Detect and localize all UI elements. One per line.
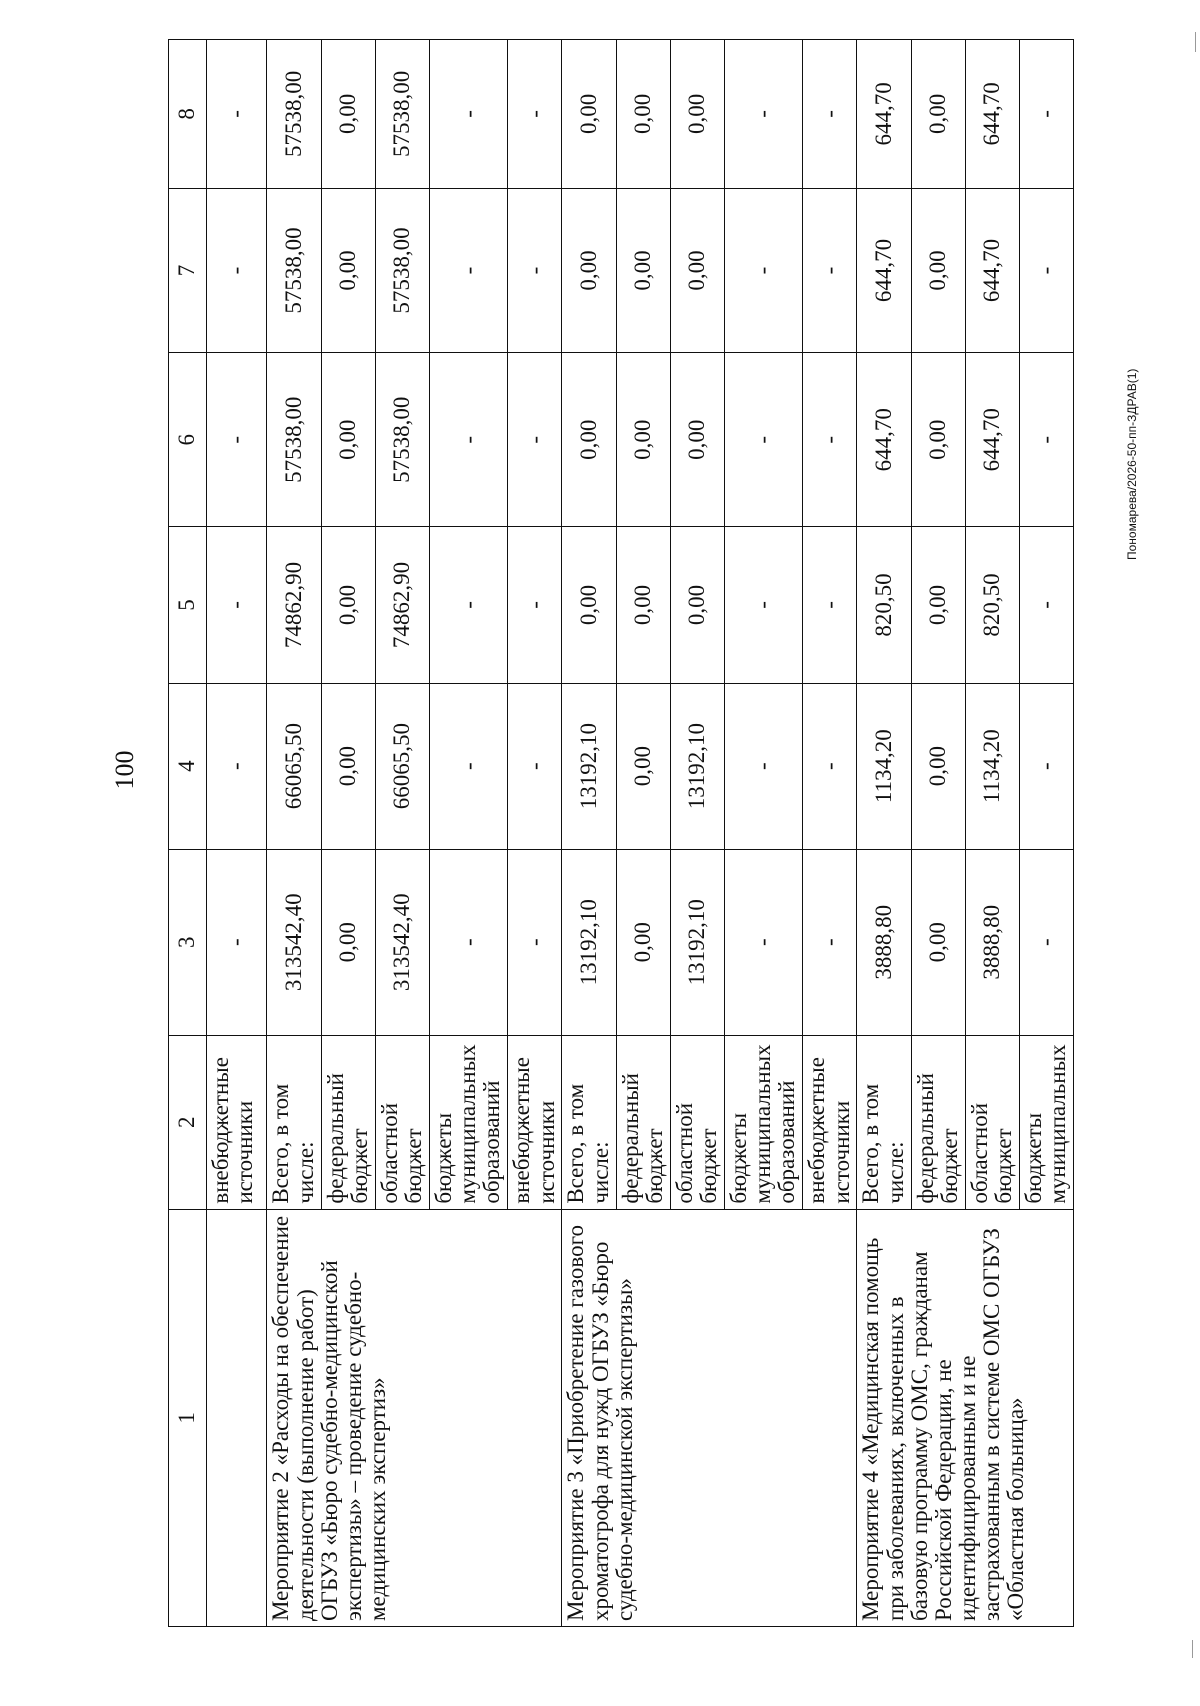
column-header: 8: [169, 40, 207, 189]
amount-cell: 3888,80: [857, 849, 911, 1035]
amount-cell: 66065,50: [375, 683, 429, 849]
amount-cell: -: [429, 40, 508, 189]
funding-source-cell: Всего, в том числе:: [267, 1035, 321, 1209]
amount-cell: 0,00: [911, 849, 965, 1035]
amount-cell: -: [1019, 683, 1073, 849]
amount-cell: 0,00: [670, 188, 724, 353]
funding-source-cell: внебюджетные источники: [206, 1035, 267, 1209]
amount-cell: 313542,40: [375, 849, 429, 1035]
amount-cell: 0,00: [321, 188, 375, 353]
amount-cell: 57538,00: [267, 353, 321, 527]
amount-cell: 0,00: [911, 40, 965, 189]
amount-cell: -: [1019, 188, 1073, 353]
funding-source-cell: федеральный бюджет: [911, 1035, 965, 1209]
amount-cell: 57538,00: [375, 353, 429, 527]
amount-cell: -: [803, 353, 857, 527]
amount-cell: -: [1019, 527, 1073, 684]
amount-cell: 13192,10: [670, 849, 724, 1035]
funding-source-cell: федеральный бюджет: [321, 1035, 375, 1209]
funding-source-cell: областной бюджет: [375, 1035, 429, 1209]
column-header: 3: [169, 849, 207, 1035]
amount-cell: 1134,20: [965, 683, 1019, 849]
funding-source-cell: областной бюджет: [670, 1035, 724, 1209]
amount-cell: 1134,20: [857, 683, 911, 849]
amount-cell: 57538,00: [267, 40, 321, 189]
funding-source-cell: бюджеты муниципальных образований: [724, 1035, 803, 1209]
amount-cell: 57538,00: [375, 188, 429, 353]
budget-table: [168, 39, 1074, 1627]
amount-cell: 66065,50: [267, 683, 321, 849]
amount-cell: -: [803, 683, 857, 849]
amount-cell: -: [724, 188, 803, 353]
budget-table-container: [168, 39, 1074, 1627]
amount-cell: 0,00: [911, 188, 965, 353]
amount-cell: -: [724, 527, 803, 684]
header-row: [169, 40, 207, 1627]
amount-cell: 13192,10: [562, 683, 616, 849]
amount-cell: 0,00: [616, 40, 670, 189]
amount-cell: 644,70: [965, 353, 1019, 527]
amount-cell: -: [508, 849, 562, 1035]
funding-source-cell: Всего, в том числе:: [857, 1035, 911, 1209]
amount-cell: -: [1019, 353, 1073, 527]
amount-cell: 0,00: [670, 527, 724, 684]
amount-cell: -: [429, 527, 508, 684]
scan-mark: [1195, 32, 1196, 52]
amount-cell: -: [1019, 40, 1073, 189]
amount-cell: -: [206, 683, 267, 849]
amount-cell: 0,00: [321, 527, 375, 684]
funding-source-cell: Всего, в том числе:: [562, 1035, 616, 1209]
amount-cell: -: [508, 188, 562, 353]
amount-cell: -: [724, 353, 803, 527]
amount-cell: -: [724, 40, 803, 189]
column-header: 7: [169, 188, 207, 353]
amount-cell: 74862,90: [375, 527, 429, 684]
amount-cell: -: [508, 683, 562, 849]
amount-cell: 0,00: [616, 849, 670, 1035]
amount-cell: 820,50: [857, 527, 911, 684]
amount-cell: 644,70: [965, 40, 1019, 189]
funding-source-cell: бюджеты муниципальных: [1019, 1035, 1073, 1209]
column-header: 5: [169, 527, 207, 684]
amount-cell: 74862,90: [267, 527, 321, 684]
amount-cell: 644,70: [857, 40, 911, 189]
amount-cell: 0,00: [911, 683, 965, 849]
amount-cell: 644,70: [857, 353, 911, 527]
funding-source-cell: федеральный бюджет: [616, 1035, 670, 1209]
event-name-cell: Мероприятие 2 «Расходы на обеспечение деятельности (выполнение работ) ОГБУЗ «Бюро судебно-медицинской экспертизы» – проведение судебно-медицинских экспертиз»: [267, 1209, 562, 1626]
amount-cell: 0,00: [321, 849, 375, 1035]
amount-cell: 0,00: [321, 683, 375, 849]
funding-source-cell: внебюджетные источники: [803, 1035, 857, 1209]
amount-cell: -: [803, 527, 857, 684]
amount-cell: 0,00: [911, 353, 965, 527]
amount-cell: 0,00: [616, 527, 670, 684]
table-row: [857, 40, 911, 1627]
amount-cell: 313542,40: [267, 849, 321, 1035]
page-number: 100: [110, 750, 139, 790]
amount-cell: -: [206, 40, 267, 189]
amount-cell: -: [508, 40, 562, 189]
amount-cell: -: [429, 188, 508, 353]
amount-cell: -: [803, 849, 857, 1035]
funding-source-cell: бюджеты муниципальных образований: [429, 1035, 508, 1209]
amount-cell: -: [724, 849, 803, 1035]
event-name-cell: Мероприятие 4 «Медицинская помощь при заболеваниях, включенных в базовую программу ОМС, гражданам Российской Федерации, не идентифицированным и не застрахованным в системе ОМС ОГБУЗ «Областная больница»: [857, 1209, 1074, 1626]
amount-cell: 0,00: [670, 353, 724, 527]
column-header: 1: [169, 1209, 207, 1626]
column-header: 6: [169, 353, 207, 527]
amount-cell: 644,70: [857, 188, 911, 353]
amount-cell: 0,00: [321, 40, 375, 189]
amount-cell: 0,00: [321, 353, 375, 527]
amount-cell: -: [508, 353, 562, 527]
amount-cell: 0,00: [562, 353, 616, 527]
table-row: [206, 40, 267, 1627]
amount-cell: 644,70: [965, 188, 1019, 353]
amount-cell: -: [429, 849, 508, 1035]
amount-cell: -: [206, 527, 267, 684]
amount-cell: 0,00: [616, 188, 670, 353]
column-header: 2: [169, 1035, 207, 1209]
amount-cell: 0,00: [616, 683, 670, 849]
funding-source-cell: областной бюджет: [965, 1035, 1019, 1209]
amount-cell: 57538,00: [267, 188, 321, 353]
table-row: [562, 40, 616, 1627]
amount-cell: 3888,80: [965, 849, 1019, 1035]
table-row: [267, 40, 321, 1627]
amount-cell: 0,00: [670, 40, 724, 189]
footer-code: Пономарева/2026-50-пп-ЗДРАВ(1): [1125, 368, 1139, 560]
amount-cell: 0,00: [616, 353, 670, 527]
amount-cell: 0,00: [562, 527, 616, 684]
amount-cell: 57538,00: [375, 40, 429, 189]
amount-cell: 13192,10: [562, 849, 616, 1035]
column-header: 4: [169, 683, 207, 849]
amount-cell: -: [429, 683, 508, 849]
amount-cell: -: [724, 683, 803, 849]
amount-cell: -: [206, 353, 267, 527]
amount-cell: 0,00: [911, 527, 965, 684]
amount-cell: 0,00: [562, 40, 616, 189]
amount-cell: -: [803, 188, 857, 353]
scan-mark: [1192, 1640, 1193, 1658]
event-name-cell: [206, 1209, 267, 1626]
amount-cell: -: [429, 353, 508, 527]
funding-source-cell: внебюджетные источники: [508, 1035, 562, 1209]
amount-cell: -: [508, 527, 562, 684]
amount-cell: 820,50: [965, 527, 1019, 684]
amount-cell: -: [206, 849, 267, 1035]
amount-cell: -: [206, 188, 267, 353]
amount-cell: -: [803, 40, 857, 189]
amount-cell: -: [1019, 849, 1073, 1035]
event-name-cell: Мероприятие 3 «Приобретение газового хроматогрофа для нужд ОГБУЗ «Бюро судебно-медицинской экспертизы»: [562, 1209, 857, 1626]
amount-cell: 13192,10: [670, 683, 724, 849]
amount-cell: 0,00: [562, 188, 616, 353]
